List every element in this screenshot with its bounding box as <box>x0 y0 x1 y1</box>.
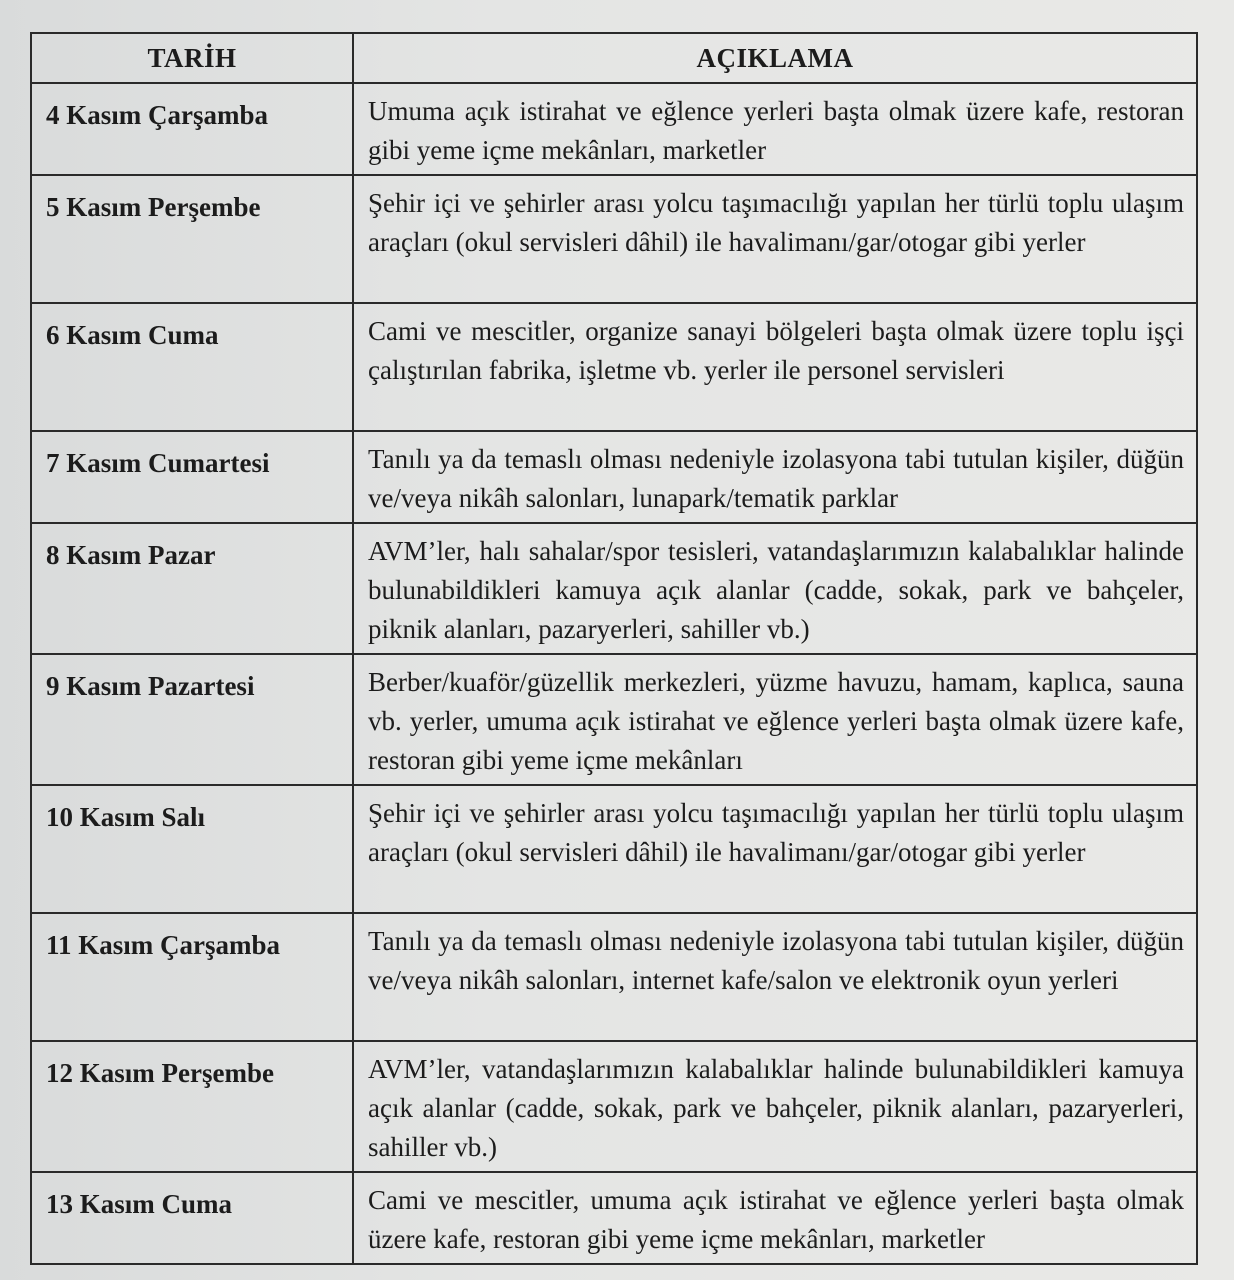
table-row <box>31 1041 1197 1172</box>
table-row <box>31 175 1197 303</box>
description-column-header: AÇIKLAMA <box>353 33 1197 83</box>
table-row <box>31 654 1197 785</box>
table-row <box>31 431 1197 523</box>
table-row <box>31 303 1197 431</box>
table-row <box>31 523 1197 654</box>
table-header-row <box>31 33 1197 83</box>
row-description: Umuma açık istirahat ve eğlence yerleri başta olmak üzere kafe, restoran gibi yeme içme mekânları, marketler <box>353 83 1197 175</box>
row-date: 9 Kasım Pazartesi <box>31 654 353 785</box>
row-date: 11 Kasım Çarşamba <box>31 913 353 1041</box>
inspection-schedule-table <box>30 32 1198 1265</box>
row-date: 13 Kasım Cuma <box>31 1172 353 1264</box>
row-date: 5 Kasım Perşembe <box>31 175 353 303</box>
table-row <box>31 83 1197 175</box>
table-row <box>31 913 1197 1041</box>
document-sheet <box>30 32 1196 1252</box>
row-date: 12 Kasım Perşembe <box>31 1041 353 1172</box>
row-description: AVM’ler, halı sahalar/spor tesisleri, vatandaşlarımızın kalabalıklar halinde bulunabildikleri kamuya açık alanlar (cadde, sokak, park ve bahçeler, piknik alanları, pazaryerleri, sahiller vb.) <box>353 523 1197 654</box>
row-description: AVM’ler, vatandaşlarımızın kalabalıklar halinde bulunabildikleri kamuya açık alanlar (cadde, sokak, park ve bahçeler, piknik alanları, pazaryerleri, sahiller vb.) <box>353 1041 1197 1172</box>
row-date: 7 Kasım Cumartesi <box>31 431 353 523</box>
date-column-header: TARİH <box>31 33 353 83</box>
row-description: Berber/kuaför/güzellik merkezleri, yüzme havuzu, hamam, kaplıca, sauna vb. yerler, umuma açık istirahat ve eğlence yerleri başta olmak üzere kafe, restoran gibi yeme içme mekânları <box>353 654 1197 785</box>
row-date: 10 Kasım Salı <box>31 785 353 913</box>
row-description: Şehir içi ve şehirler arası yolcu taşımacılığı yapılan her türlü toplu ulaşım araçları (okul servisleri dâhil) ile havalimanı/gar/otogar gibi yerler <box>353 175 1197 303</box>
row-date: 8 Kasım Pazar <box>31 523 353 654</box>
row-description: Tanılı ya da temaslı olması nedeniyle izolasyona tabi tutulan kişiler, düğün ve/veya nikâh salonları, lunapark/tematik parklar <box>353 431 1197 523</box>
row-date: 4 Kasım Çarşamba <box>31 83 353 175</box>
row-description: Şehir içi ve şehirler arası yolcu taşımacılığı yapılan her türlü toplu ulaşım araçları (okul servisleri dâhil) ile havalimanı/gar/otogar gibi yerler <box>353 785 1197 913</box>
table-row <box>31 785 1197 913</box>
row-description: Tanılı ya da temaslı olması nedeniyle izolasyona tabi tutulan kişiler, düğün ve/veya nikâh salonları, internet kafe/salon ve elektronik oyun yerleri <box>353 913 1197 1041</box>
table-row <box>31 1172 1197 1264</box>
row-description: Cami ve mescitler, organize sanayi bölgeleri başta olmak üzere toplu işçi çalıştırılan fabrika, işletme vb. yerler ile personel servisleri <box>353 303 1197 431</box>
row-date: 6 Kasım Cuma <box>31 303 353 431</box>
row-description: Cami ve mescitler, umuma açık istirahat ve eğlence yerleri başta olmak üzere kafe, restoran gibi yeme içme mekânları, marketler <box>353 1172 1197 1264</box>
